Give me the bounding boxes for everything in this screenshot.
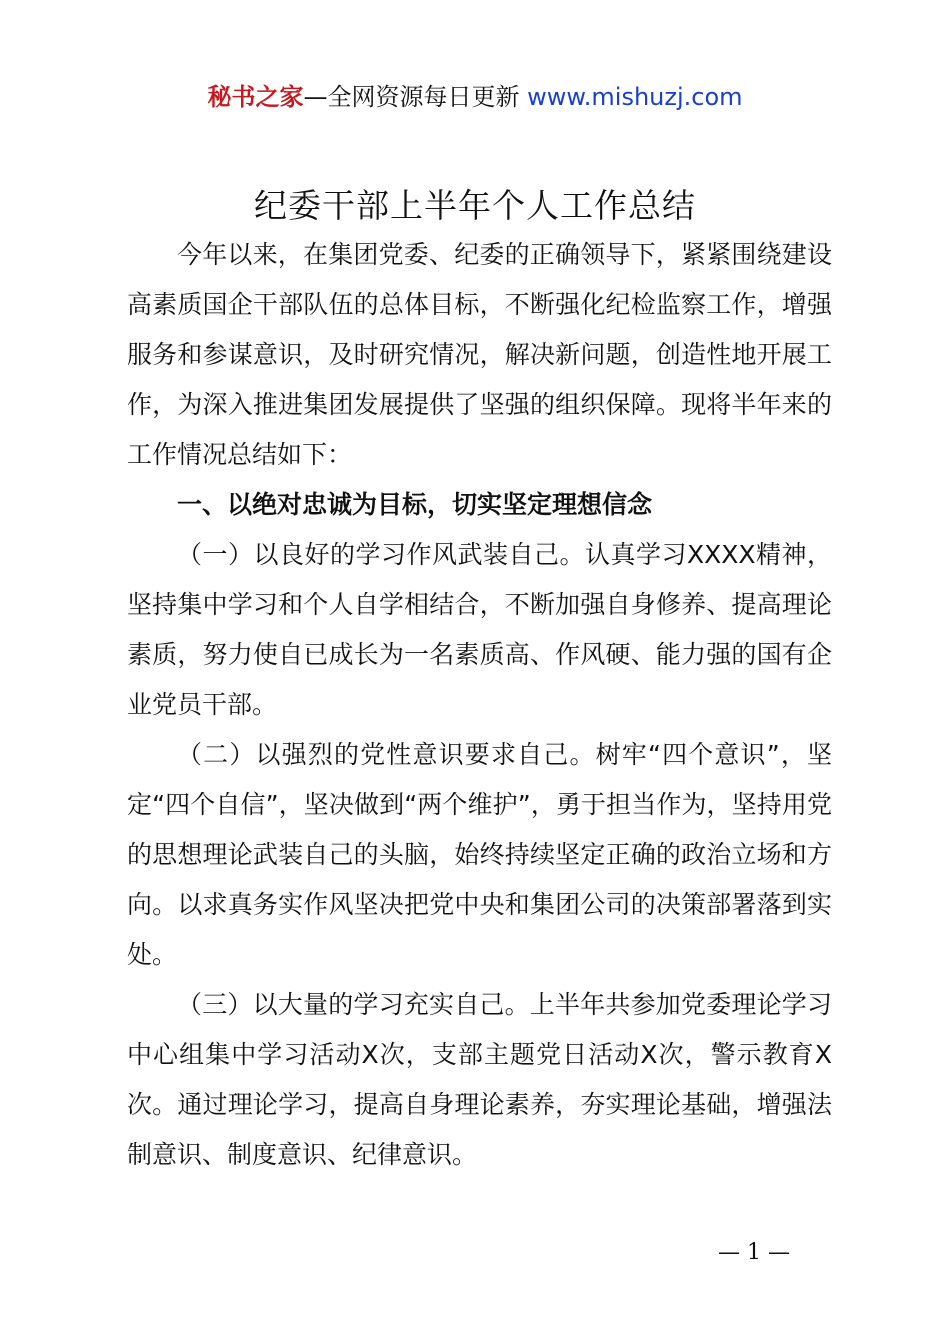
site-brand: 秘书之家 bbox=[207, 83, 304, 111]
site-tagline: —全网资源每日更新 bbox=[303, 83, 520, 111]
document-title: 纪委干部上半年个人工作总结 bbox=[254, 186, 696, 225]
site-url-link[interactable]: www.mishuzj.com bbox=[527, 83, 743, 111]
item-paragraph: （二）以强烈的党性意识要求自己。树牢“四个意识”，坚定“四个自信”，坚决做到“两个维护”，勇于担当作为，坚持用党的思想理论武装自己的头脑，始终持续坚定正确的政治立场和方向。以求真务实作风坚决把党中央和集团公司的决策部署落到实处。 bbox=[127, 740, 832, 969]
item-paragraph: （三）以大量的学习充实自己。上半年共参加党委理论学习中心组集中学习活动X次，支部主题党日活动X次，警示教育X次。通过理论学习，提高自身理论素养，夯实理论基础，增强法制意识、制度意识、纪律意识。 bbox=[127, 990, 832, 1169]
document-body bbox=[127, 230, 832, 1180]
page-number: — 1 — bbox=[718, 1240, 790, 1265]
intro-paragraph: 今年以来，在集团党委、纪委的正确领导下，紧紧围绕建设高素质国企干部队伍的总体目标，不断强化纪检监察工作，增强服务和参谋意识，及时研究情况，解决新问题，创造性地开展工作，为深入推进集团发展提供了坚强的组织保障。现将半年来的工作情况总结如下： bbox=[127, 240, 832, 469]
item-paragraph: （一）以良好的学习作风武装自己。认真学习XXXX精神，坚持集中学习和个人自学相结合，不断加强自身修养、提高理论素质，努力使自已成长为一名素质高、作风硬、能力强的国有企业党员干部。 bbox=[127, 540, 832, 719]
site-header bbox=[0, 80, 950, 114]
section-heading: 一、以绝对忠诚为目标，切实坚定理想信念 bbox=[177, 490, 653, 519]
